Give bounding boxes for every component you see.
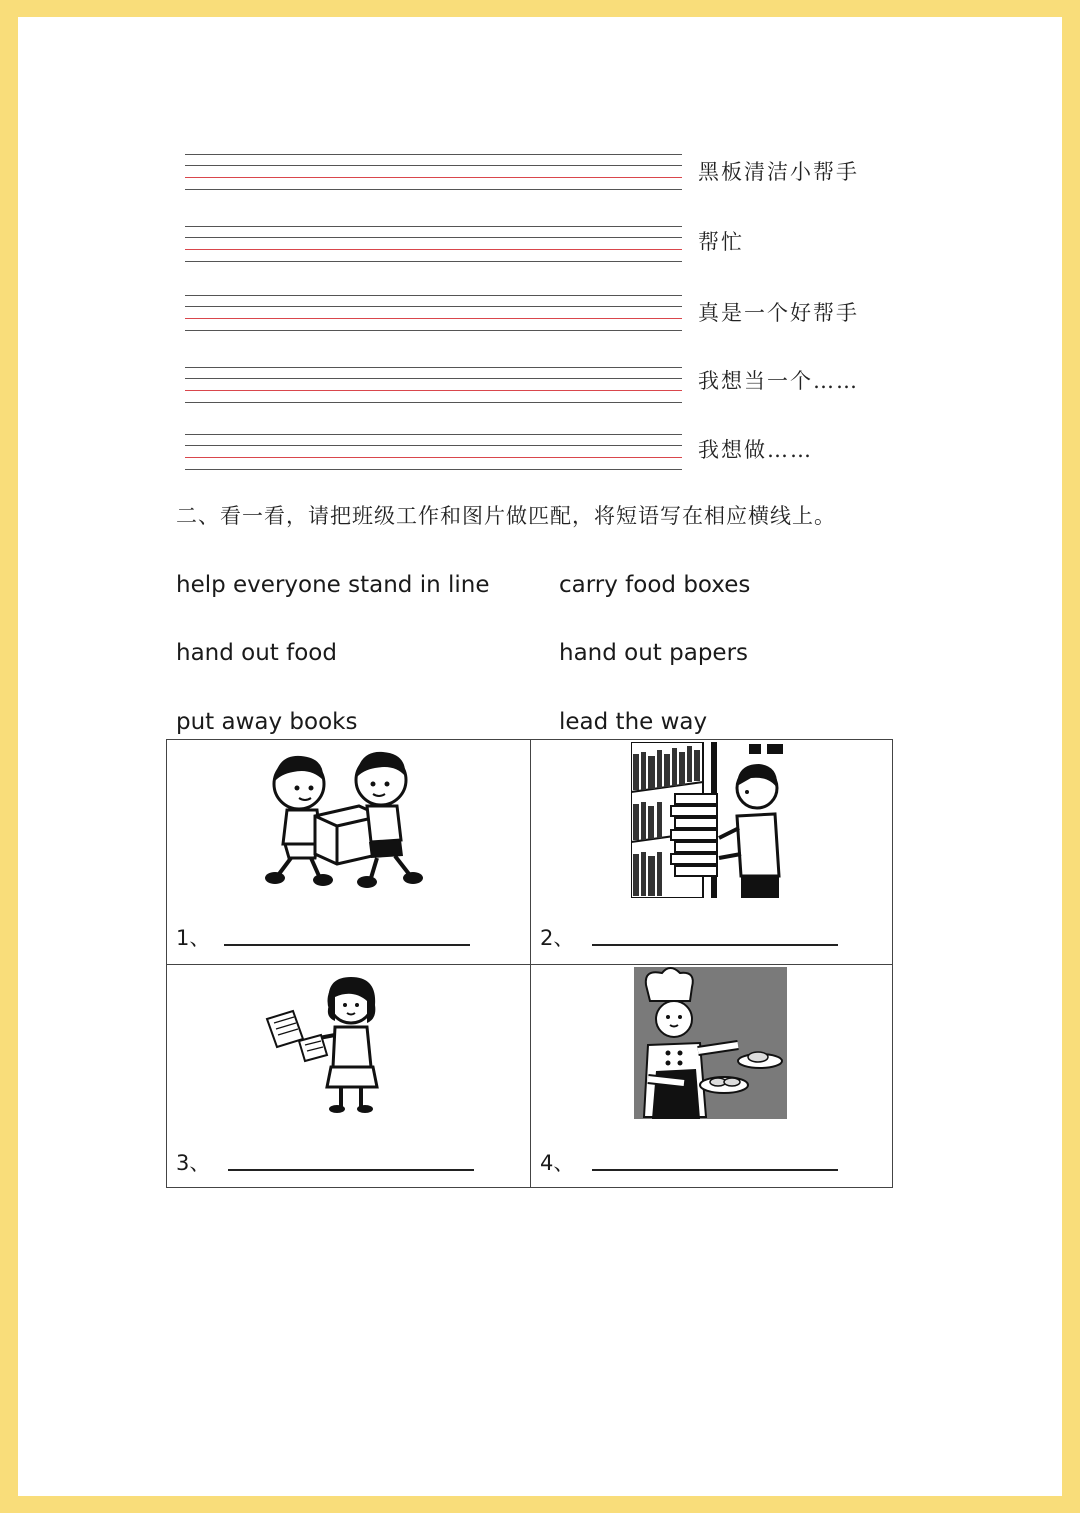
writing-staff[interactable] (185, 226, 682, 262)
section-two-instruction: 二、看一看，请把班级工作和图片做匹配，将短语写在相应横线上。 (176, 504, 836, 528)
phrase-option: put away books (176, 709, 358, 735)
phrase-option: help everyone stand in line (176, 572, 490, 598)
match-cell-3 (167, 965, 530, 1189)
writing-row-3 (185, 295, 885, 335)
match-cell-4 (531, 965, 894, 1189)
writing-staff[interactable] (185, 154, 682, 190)
phrase-option: lead the way (559, 709, 708, 735)
kids-carrying-box-icon (259, 744, 429, 894)
writing-staff[interactable] (185, 434, 682, 470)
phrase-option: carry food boxes (559, 572, 751, 598)
item-number: 4、 (540, 1151, 575, 1175)
match-cell-2 (531, 740, 894, 964)
matching-grid (166, 739, 893, 1188)
item-number: 3、 (176, 1151, 211, 1175)
answer-line-3[interactable] (228, 1169, 474, 1171)
writing-row-label: 帮忙 (698, 230, 744, 254)
answer-line-1[interactable] (224, 944, 470, 946)
phrase-option: hand out food (176, 640, 337, 666)
girl-handing-papers-icon (263, 971, 385, 1115)
item-number: 2、 (540, 926, 575, 950)
chef-serving-food-icon (634, 967, 787, 1119)
match-cell-1 (167, 740, 530, 964)
answer-line-4[interactable] (592, 1169, 838, 1171)
writing-row-5 (185, 434, 885, 474)
answer-line-2[interactable] (592, 944, 838, 946)
writing-staff[interactable] (185, 367, 682, 403)
writing-row-1 (185, 154, 885, 194)
writing-row-2 (185, 226, 885, 266)
boy-shelving-books-icon (631, 742, 786, 898)
item-number: 1、 (176, 926, 211, 950)
writing-row-label: 黑板清洁小帮手 (698, 160, 859, 184)
writing-row-label: 真是一个好帮手 (698, 301, 859, 325)
phrase-option: hand out papers (559, 640, 749, 666)
writing-row-4 (185, 367, 885, 407)
writing-row-label: 我想做…… (698, 438, 813, 462)
writing-row-label: 我想当一个…… (698, 369, 859, 393)
writing-staff[interactable] (185, 295, 682, 331)
